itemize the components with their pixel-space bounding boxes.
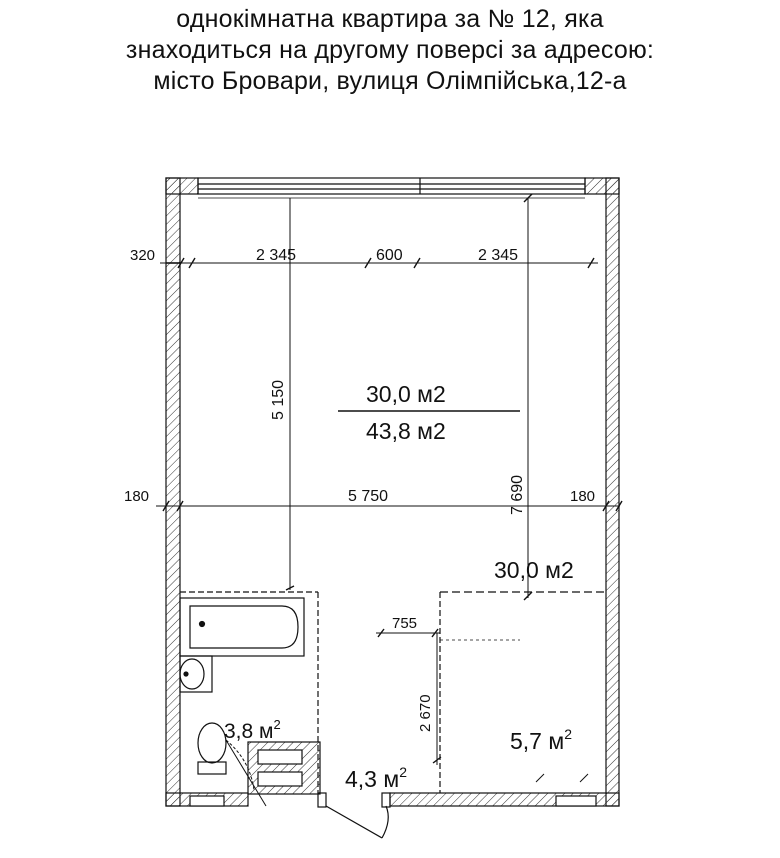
kitchen-marks [536,774,588,782]
corridor-area-label: 4,3 $м^2$ [345,764,407,792]
top-windows [198,178,585,198]
dim-180-right: 180 [570,488,596,505]
washbasin-icon [180,656,212,692]
cabinet-icon [248,742,320,794]
dim-2345-right: 2 345 [478,247,519,264]
kitchen-area-label: 5,7 $м^2$ [510,726,572,754]
bathroom-area-label: 3,8 $м^2$ [224,717,281,743]
dim-2670: 2 670 [417,694,434,732]
plan-title-line-3: місто Бровари, вулиця Олімпійська,12-а [153,67,627,95]
entry-door-icon [318,793,390,838]
dim-755: 755 [392,615,418,632]
dim-5750: 5 750 [348,488,389,505]
total-area-label: 43,8 м2 [366,418,446,444]
dim-600: 600 [376,247,403,264]
dim-320: 320 [130,247,156,264]
bathtub-icon [180,598,304,656]
dim-5150: 5 150 [270,379,287,420]
dim-2345-left: 2 345 [256,247,297,264]
toilet-icon [198,723,226,774]
living-area-label: 30,0 м2 [366,381,446,407]
room-area-label: 30,0 м2 [494,557,574,583]
dimension-lines [156,194,622,765]
plan-title-line-1: однокімнатна квартира за № 12, яка [176,5,604,33]
outer-walls [166,178,619,806]
plan-title-line-2: знаходиться на другому поверсі за адресою: [125,36,655,64]
dim-7690: 7 690 [509,474,526,515]
dim-180-left: 180 [124,488,150,505]
